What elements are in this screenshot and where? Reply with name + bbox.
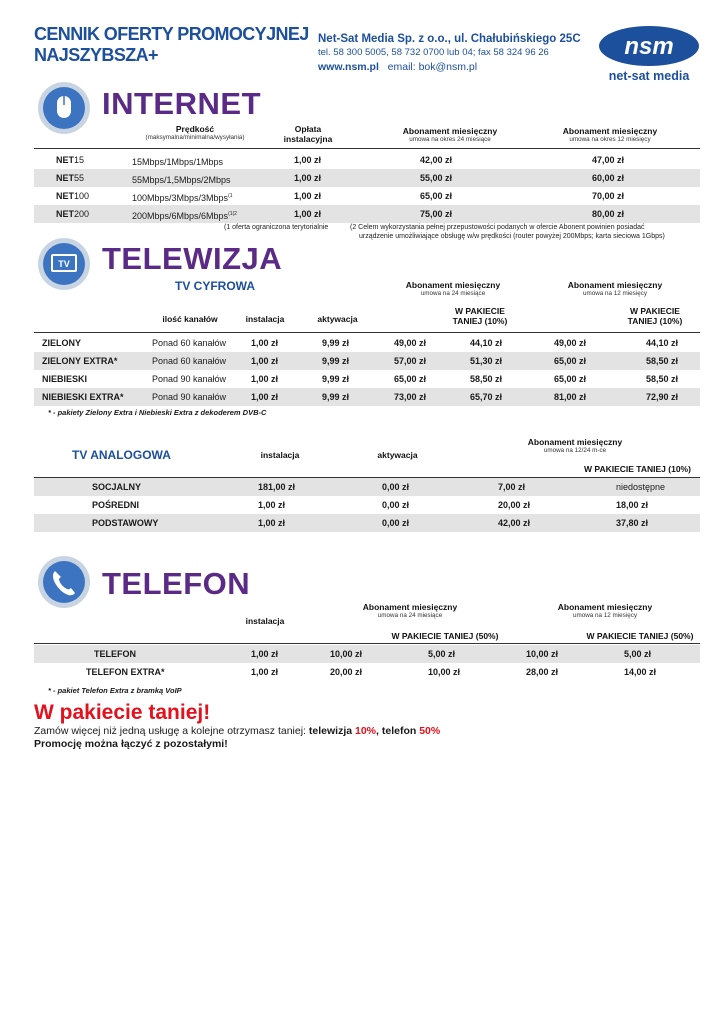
- plan-name: NET200: [56, 209, 90, 219]
- activation-fee: 9,99 zł: [322, 392, 350, 402]
- bundle-12: 44,10 zł: [646, 338, 679, 348]
- phone-plan-name: TELEFON: [94, 649, 136, 659]
- package-name: NIEBIESKI EXTRA*: [42, 392, 124, 402]
- package-name: SOCJALNY: [92, 482, 142, 492]
- price: 20,00 zł: [498, 500, 531, 510]
- bundle12-header: W PAKIECIE TANIEJ (10%): [627, 306, 683, 326]
- price-24: 49,00 zł: [394, 338, 427, 348]
- analog-row: [34, 496, 700, 514]
- price-12: 49,00 zł: [554, 338, 587, 348]
- bundle-price: niedostępne: [616, 482, 666, 492]
- plan-speed: 100Mbps/3Mbps/3Mbps$^{(1}$: [132, 193, 233, 203]
- website-link[interactable]: www.nsm.pl: [318, 61, 379, 73]
- bundle-12: 14,00 zł: [624, 667, 657, 677]
- price-12: 28,00 zł: [526, 667, 559, 677]
- channels-header: ilość kanałów: [162, 314, 218, 324]
- nsm-logo: [597, 24, 701, 84]
- analog-row: [34, 478, 700, 496]
- install-fee: 1,00 zł: [294, 191, 322, 201]
- phone-row: [34, 645, 700, 663]
- internet-row: [34, 205, 700, 223]
- price-12: 65,00 zł: [554, 374, 587, 384]
- bundle24-header: W PAKIECIE TANIEJ (10%): [452, 306, 508, 326]
- speed-header: Prędkość (maksymalna/minimalna/wysyłania): [145, 124, 245, 141]
- price-24: 65,00 zł: [420, 191, 453, 201]
- phone-icon: [36, 554, 92, 610]
- price-12: 80,00 zł: [592, 209, 625, 219]
- install-fee: 1,00 zł: [251, 374, 279, 384]
- company-info: [318, 32, 581, 74]
- phone-plan-name: TELEFON EXTRA*: [86, 667, 165, 677]
- fee-header: Opłata instalacyjna: [283, 124, 333, 144]
- activation-fee: 0,00 zł: [382, 518, 410, 528]
- plan-speed: 15Mbps/1Mbps/1Mbps: [132, 157, 224, 167]
- channels: Ponad 60 kanałów: [152, 338, 227, 348]
- promo-line-1: Zamów więcej niż jedną usługę a kolejne otrzymasz taniej: telewizja 10%, telefon 50%: [34, 725, 441, 737]
- plan-speed: 200Mbps/6Mbps/6Mbps$^{(1(2}$: [132, 211, 237, 221]
- bundle-price: 18,00 zł: [616, 500, 649, 510]
- promo-heading: W pakiecie taniej!: [34, 701, 211, 724]
- internet-row: [34, 169, 700, 187]
- tv-digital-title: TV CYFROWA: [175, 279, 255, 293]
- tv-sub24-header: Abonament miesięczny umowa na 24 miesiące: [405, 280, 501, 297]
- promo-text: [34, 725, 440, 751]
- bundle-24: 65,70 zł: [470, 392, 503, 402]
- tv-analog-title: TV ANALOGOWA: [72, 448, 171, 462]
- tv-row: [34, 352, 700, 370]
- install-fee: 1,00 zł: [251, 667, 279, 677]
- bundle-24: 10,00 zł: [428, 667, 461, 677]
- install-fee: 1,00 zł: [251, 356, 279, 366]
- analog-row: [34, 514, 700, 532]
- price-24: 55,00 zł: [420, 173, 453, 183]
- install-fee: 1,00 zł: [251, 392, 279, 402]
- channels: Ponad 90 kanałów: [152, 392, 227, 402]
- bundle-24: 51,30 zł: [470, 356, 503, 366]
- package-name: POŚREDNI: [92, 500, 140, 510]
- activation-fee: 9,99 zł: [322, 338, 350, 348]
- phone-footnote: * - pakiet Telefon Extra z bramką VoIP: [48, 686, 182, 695]
- internet-row: [34, 151, 700, 169]
- price-24: 10,00 zł: [330, 649, 363, 659]
- bundle-12: 58,50 zł: [646, 356, 679, 366]
- package-name: ZIELONY: [42, 338, 82, 348]
- price-24: 20,00 zł: [330, 667, 363, 677]
- price: 7,00 zł: [498, 482, 526, 492]
- email-link[interactable]: email: bok@nsm.pl: [387, 61, 478, 73]
- price-12: 70,00 zł: [592, 191, 625, 201]
- phone-install-header: instalacja: [245, 616, 285, 626]
- price-24: 42,00 zł: [420, 155, 453, 165]
- price-12: 10,00 zł: [526, 649, 559, 659]
- company-name: Net-Sat Media Sp. z o.o., ul. Chałubińskiego 25C: [318, 33, 581, 45]
- internet-note-2b: urządzenie umożliwiające obsługę w/w prędkości (router powyżej 200Mbps; karta sieciowa 1Gbps): [359, 233, 665, 240]
- package-name: NIEBIESKI: [42, 374, 88, 384]
- install-header: instalacja: [245, 314, 285, 324]
- activation-fee: 0,00 zł: [382, 482, 410, 492]
- tv-footnote: * - pakiety Zielony Extra i Niebieski Extra z dekoderem DVB-C: [48, 408, 267, 417]
- sub12-header: Abonament miesięczny umowa na okres 12 miesięcy: [562, 126, 658, 143]
- internet-note-2a: (2 Celem wykorzystania pełnej przepustowości podanych w ofercie Abonent powinien posiadać: [350, 224, 645, 231]
- price-12: 81,00 zł: [554, 392, 587, 402]
- activation-fee: 9,99 zł: [322, 374, 350, 384]
- install-fee: 1,00 zł: [258, 500, 286, 510]
- install-fee: 181,00 zł: [258, 482, 296, 492]
- activation-fee: 0,00 zł: [382, 500, 410, 510]
- internet-row: [34, 187, 700, 205]
- install-fee: 1,00 zł: [294, 173, 322, 183]
- price: 42,00 zł: [498, 518, 531, 528]
- bundle-24: 44,10 zł: [470, 338, 503, 348]
- bundle-12: 72,90 zł: [646, 392, 679, 402]
- channels: Ponad 60 kanałów: [152, 356, 227, 366]
- package-name: PODSTAWOWY: [92, 518, 159, 528]
- tv-row: [34, 388, 700, 406]
- sub24-header: Abonament miesięczny umowa na okres 24 miesiące: [402, 126, 498, 143]
- install-fee: 1,00 zł: [258, 518, 286, 528]
- price-12: 60,00 zł: [592, 173, 625, 183]
- activation-fee: 9,99 zł: [322, 356, 350, 366]
- tv-divider: [34, 332, 700, 333]
- package-name: ZIELONY EXTRA*: [42, 356, 118, 366]
- install-fee: 1,00 zł: [251, 338, 279, 348]
- plan-speed: 55Mbps/1,5Mbps/2Mbps: [132, 175, 231, 185]
- mouse-icon: [36, 80, 92, 136]
- tv-sub12-header: Abonament miesięczny umowa na 12 miesięcy: [567, 280, 663, 297]
- company-contact: [318, 60, 581, 74]
- bundle-12: 58,50 zł: [646, 374, 679, 384]
- internet-title: INTERNET: [102, 86, 261, 121]
- phone-bundle24-header: W PAKIECIE TANIEJ (50%): [391, 631, 499, 641]
- tv-icon: [36, 236, 92, 292]
- svg-text:TV: TV: [58, 259, 70, 269]
- plan-name: NET55: [56, 173, 85, 183]
- tv-title: TELEWIZJA: [102, 241, 283, 276]
- document-title: [34, 24, 309, 66]
- plan-name: NET15: [56, 155, 85, 165]
- analog-sub-header: Abonament miesięczny umowa na 12/24 m-ce: [527, 437, 623, 454]
- install-fee: 1,00 zł: [294, 155, 322, 165]
- price-24: 73,00 zł: [394, 392, 427, 402]
- price-12: 65,00 zł: [554, 356, 587, 366]
- tv-row: [34, 334, 700, 352]
- nsm-logo-mark: [597, 24, 701, 84]
- price-24: 65,00 zł: [394, 374, 427, 384]
- channels: Ponad 90 kanałów: [152, 374, 227, 384]
- phone-title: TELEFON: [102, 566, 251, 601]
- phone-bundle12-header: W PAKIECIE TANIEJ (50%): [586, 631, 694, 641]
- bundle-24: 58,50 zł: [470, 374, 503, 384]
- phone-row: [34, 663, 700, 681]
- promo-line-2: Promocję można łączyć z pozostałymi!: [34, 738, 228, 750]
- svg-text:nsm: nsm: [624, 33, 674, 60]
- svg-text:net-sat media: net-sat media: [608, 69, 690, 83]
- internet-note-1: (1 oferta ograniczona terytorialnie: [224, 224, 329, 231]
- bundle-price: 37,80 zł: [616, 518, 649, 528]
- phone-sub24-header: Abonament miesięczny umowa na 24 miesiące: [362, 602, 458, 619]
- tv-row: [34, 370, 700, 388]
- bundle-24: 5,00 zł: [428, 649, 456, 659]
- company-phones: tel. 58 300 5005, 58 732 0700 lub 04; fax 58 324 96 26: [318, 47, 549, 58]
- price-24: 57,00 zł: [394, 356, 427, 366]
- price-12: 47,00 zł: [592, 155, 625, 165]
- analog-activation-header: aktywacja: [377, 450, 418, 460]
- install-fee: 1,00 zł: [251, 649, 279, 659]
- phone-divider: [34, 643, 700, 644]
- bundle-12: 5,00 zł: [624, 649, 652, 659]
- analog-install-header: instalacja: [260, 450, 300, 460]
- price-24: 75,00 zł: [420, 209, 453, 219]
- analog-bundle-header: W PAKIECIE TANIEJ (10%): [584, 464, 691, 474]
- activation-header: aktywacja: [317, 314, 358, 324]
- title-line-2: NAJSZYBSZA+: [34, 45, 158, 65]
- plan-name: NET100: [56, 191, 90, 201]
- internet-divider: [34, 148, 700, 149]
- title-line-1: CENNIK OFERTY PROMOCYJNEJ: [34, 24, 309, 44]
- phone-sub12-header: Abonament miesięczny umowa na 12 miesięcy: [557, 602, 653, 619]
- install-fee: 1,00 zł: [294, 209, 322, 219]
